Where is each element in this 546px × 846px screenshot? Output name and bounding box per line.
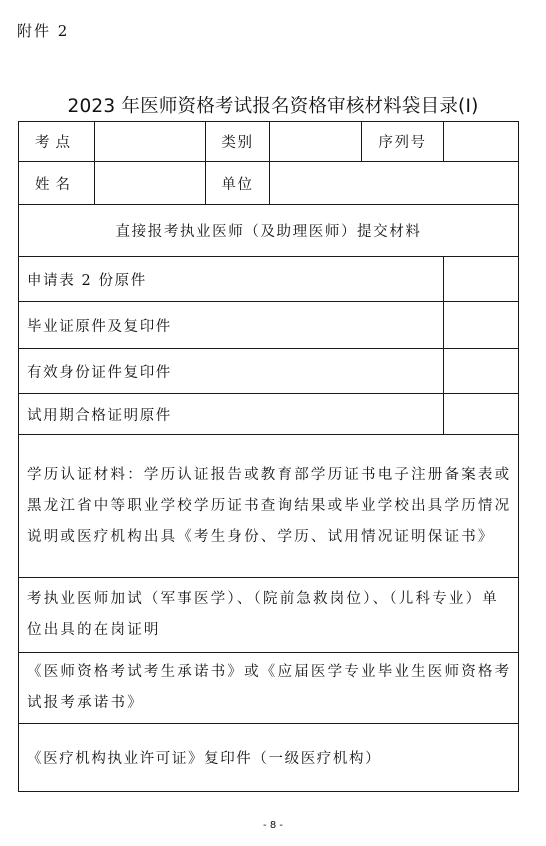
attachment-label: 附件 2 xyxy=(17,22,70,40)
material-row xyxy=(19,578,519,653)
page-number: - 8 - xyxy=(263,820,283,831)
materials-table xyxy=(18,121,519,792)
section-title: 直接报考执业医师（及助理医师）提交材料 xyxy=(19,205,519,257)
material-row xyxy=(19,724,519,792)
info-row-2 xyxy=(19,162,519,205)
name-label: 姓名 xyxy=(19,162,95,205)
material-item: 试用期合格证明原件 xyxy=(19,394,444,435)
material-check-cell xyxy=(444,302,519,349)
info-row-1 xyxy=(19,122,519,162)
unit-value-cell xyxy=(270,162,519,205)
material-check-cell xyxy=(444,349,519,394)
material-row xyxy=(19,302,519,349)
material-row xyxy=(19,394,519,435)
serial-label: 序列号 xyxy=(362,122,444,162)
material-row xyxy=(19,435,519,578)
section-row xyxy=(19,205,519,257)
exam-site-label: 考点 xyxy=(19,122,95,162)
material-row xyxy=(19,653,519,724)
material-row xyxy=(19,257,519,302)
material-check-cell xyxy=(444,257,519,302)
exam-site-value-cell xyxy=(95,122,206,162)
material-item: 学历认证材料：学历认证报告或教育部学历证书电子注册备案表或黑龙江省中等职业学校学历证书查询结果或毕业学校出具学历情况说明或医疗机构出具《考生身份、学历、试用情况证明保证书》 xyxy=(19,435,519,578)
document-title: 2023 年医师资格考试报名资格审核材料袋目录(I) xyxy=(67,96,479,117)
material-item: 《医疗机构执业许可证》复印件（一级医疗机构） xyxy=(19,724,519,792)
material-check-cell xyxy=(444,394,519,435)
material-item: 申请表 2 份原件 xyxy=(19,257,444,302)
unit-label: 单位 xyxy=(206,162,270,205)
material-item: 有效身份证件复印件 xyxy=(19,349,444,394)
material-row xyxy=(19,349,519,394)
material-item: 毕业证原件及复印件 xyxy=(19,302,444,349)
material-item: 《医师资格考试考生承诺书》或《应届医学专业毕业生医师资格考试报考承诺书》 xyxy=(19,653,519,724)
material-item: 考执业医师加试（军事医学）、（院前急救岗位）、（儿科专业）单位出具的在岗证明 xyxy=(19,578,519,653)
category-label: 类别 xyxy=(206,122,270,162)
serial-value-cell xyxy=(444,122,519,162)
name-value-cell xyxy=(95,162,206,205)
category-value-cell xyxy=(270,122,362,162)
